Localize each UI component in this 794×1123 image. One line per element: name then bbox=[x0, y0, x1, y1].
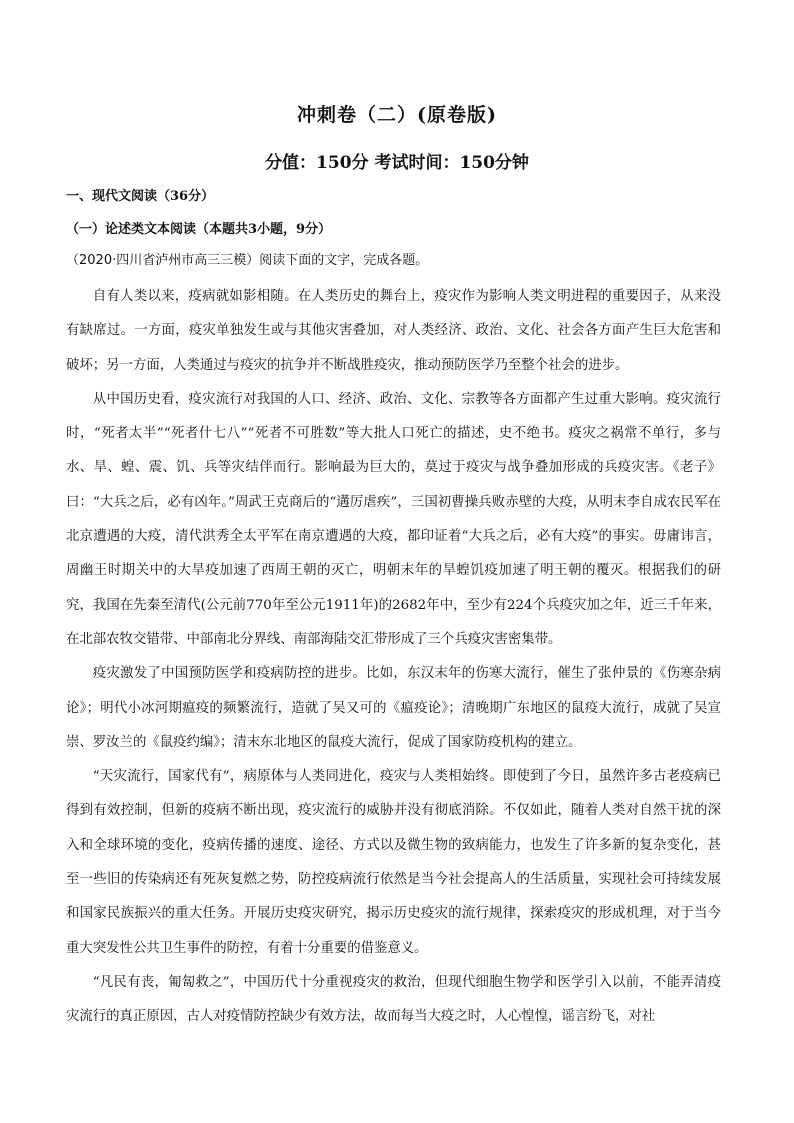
section-heading: 一、现代文阅读（36分） bbox=[66, 189, 215, 204]
source-line: （2020·四川省泸州市高三三模）阅读下面的文字，完成各题。 bbox=[66, 253, 429, 268]
passage-body bbox=[66, 280, 721, 1035]
page-title: 冲刺卷（二）(原卷版) bbox=[297, 104, 497, 126]
paragraph: “天灾流行，国家代有”，病原体与人类同进化，疫灾与人类相始终。即使到了今日，虽然许多古老疫病已得到有效控制，但新的疫病不断出现，疫灾流行的威胁并没有彻底消除。不仅如此，随着人类对自然干扰的深入和全球环境的变化，疫病传播的速度、途径、方式以及微生物的致病能力，也发生了许多新的复杂变化，甚至一些旧的传染病还有死灰复燃之势，防控疫病流行依然是当今社会提高人的生活质量，实现社会可持续发展和国家民族振兴的重大任务。开展历史疫灾研究，揭示历史疫灾的流行规律，探索疫灾的形成机理，对于当今重大突发性公共卫生事件的防控，有着十分重要的借鉴意义。 bbox=[66, 769, 721, 956]
exam-info: 分值：150分 考试时间：150分钟 bbox=[265, 153, 529, 173]
subsection-heading: （一）论述类文本阅读（本题共3小题，9分） bbox=[66, 222, 332, 237]
paragraph: 从中国历史看，疫灾流行对我国的人口、经济、政治、文化、宗教等各方面都产生过重大影响。疫灾流行时，“死者太半”“死者什七八”“死者不可胜数”等大批人口死亡的描述，史不绝书。疫灾之祸常不单行，多与水、旱、蝗、震、饥、兵等灾结伴而行。影响最为巨大的，莫过于疫灾与战争叠加形成的兵疫灾害。《老子》曰：“大兵之后，必有凶年。”周武王克商后的“遘厉虐疾”，三国初曹操兵败赤壁的大疫，从明末李自成农民军在北京遭遇的大疫，清代洪秀全太平军在南京遭遇的大疫，都印证着“大兵之后，必有大疫”的事实。毋庸讳言，周幽王时期关中的大旱疫加速了西周王朝的灭亡，明朝末年的旱蝗饥疫加速了明王朝的覆灭。根据我们的研究，我国在先秦至清代(公元前770年至公元1911年)的2682年中，至少有224个兵疫灾加之年，近三千年来，在北部农牧交错带、中部南北分界线、南部海陆交汇带形成了三个兵疫灾害密集带。 bbox=[66, 391, 721, 647]
paragraph: “凡民有丧，匍匐救之”，中国历代十分重视疫灾的救治，但现代细胞生物学和医学引入以前，不能弄清疫灾流行的真正原因，古人对疫情防控缺少有效方法，故而每当大疫之时，人心惶惶，谣言纷飞，对社 bbox=[66, 974, 721, 1025]
paragraph: 自有人类以来，疫病就如影相随。在人类历史的舞台上，疫灾作为影响人类文明进程的重要因子，从来没有缺席过。一方面，疫灾单独发生或与其他灾害叠加，对人类经济、政治、文化、社会各方面产生巨大危害和破坏；另一方面，人类通过与疫灾的抗争并不断战胜疫灾，推动预防医学乃至整个社会的进步。 bbox=[66, 289, 721, 373]
paragraph: 疫灾激发了中国预防医学和疫病防控的进步。比如，东汉末年的伤寒大流行，催生了张仲景的《伤寒杂病论》；明代小冰河期瘟疫的频繁流行，造就了吴又可的《瘟疫论》；清晚期广东地区的鼠疫大流行，成就了吴宣崇、罗汝兰的《鼠疫约编》；清末东北地区的鼠疫大流行，促成了国家防疫机构的建立。 bbox=[66, 666, 721, 750]
